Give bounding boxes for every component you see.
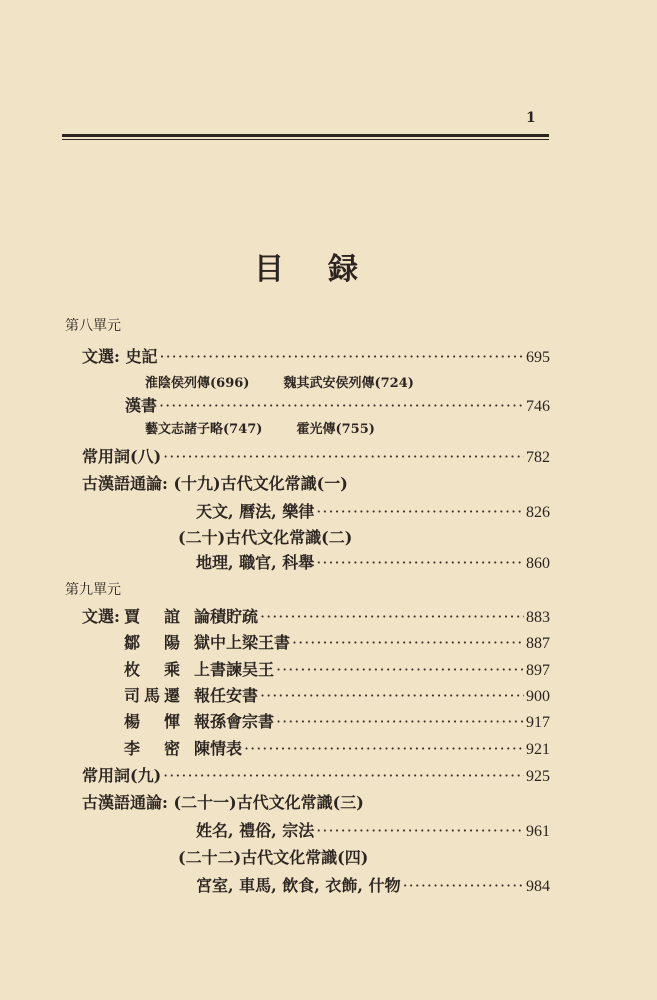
entry-title: 獄中上梁王書 xyxy=(194,633,291,652)
entry-page-number: 921 xyxy=(526,741,550,758)
entry-title: 漢書 xyxy=(125,396,158,415)
page-number: 1 xyxy=(526,110,536,126)
entry-author: 賈誼 xyxy=(124,607,180,626)
toc-entry[interactable] xyxy=(124,736,550,759)
toc-entry[interactable] xyxy=(82,763,550,786)
toc-title: 目録 xyxy=(254,252,402,287)
entry-author: 李密 xyxy=(124,739,180,758)
toc-entry[interactable] xyxy=(196,873,550,896)
entry-title: 古漢語通論: (二十一)古代文化常識(三) xyxy=(82,793,364,812)
sub-entry[interactable]: 魏其武安侯列傳(724) xyxy=(283,376,414,391)
toc-entry[interactable] xyxy=(82,344,550,367)
entry-page-number: 860 xyxy=(526,555,550,572)
dot-leader xyxy=(403,876,524,895)
dot-leader xyxy=(316,553,524,572)
entry-page-number: 984 xyxy=(526,878,550,895)
entry-title: 文選: 史記 xyxy=(82,347,158,366)
sub-entry[interactable]: 藝文志諸子略(747) xyxy=(145,422,263,437)
entry-title: 報孫會宗書 xyxy=(194,712,275,731)
toc-entry[interactable] xyxy=(124,657,550,680)
dot-leader xyxy=(292,633,524,652)
toc-entry[interactable] xyxy=(124,683,550,706)
header-rule-thick xyxy=(62,134,549,137)
sub-entry[interactable]: 霍光傳(755) xyxy=(296,422,375,437)
toc-entry xyxy=(82,471,348,494)
toc-entry[interactable] xyxy=(125,393,550,416)
toc-entry[interactable] xyxy=(196,550,550,573)
entry-title: 天文, 曆法, 樂律 xyxy=(196,502,315,521)
entry-title: 陳情表 xyxy=(194,739,243,758)
entry-title: 地理, 職官, 科舉 xyxy=(196,553,315,572)
entry-prefix: 文選: xyxy=(82,607,120,626)
toc-entry[interactable] xyxy=(82,444,550,467)
unit-heading: 第九單元 xyxy=(65,582,121,598)
dot-leader xyxy=(159,347,524,366)
entry-title: 宮室, 車馬, 飲食, 衣飾, 什物 xyxy=(196,876,401,895)
entry-title: 上書諫吴王 xyxy=(194,660,275,679)
toc-entry[interactable] xyxy=(124,709,550,732)
dot-leader xyxy=(260,607,524,626)
entry-page-number: 782 xyxy=(526,449,550,466)
toc-entry[interactable] xyxy=(82,604,550,627)
entry-page-number: 917 xyxy=(526,714,550,731)
sub-entry-row xyxy=(145,372,414,391)
dot-leader xyxy=(276,712,524,731)
entry-page-number: 925 xyxy=(526,768,550,785)
entry-page-number: 961 xyxy=(526,823,550,840)
entry-author: 枚乘 xyxy=(124,660,180,679)
toc-entry[interactable] xyxy=(124,630,550,653)
entry-title: 古漢語通論: (十九)古代文化常識(一) xyxy=(82,474,348,493)
entry-page-number: 826 xyxy=(526,504,550,521)
toc-entry[interactable] xyxy=(196,818,550,841)
dot-leader xyxy=(276,660,524,679)
entry-page-number: 746 xyxy=(526,398,550,415)
dot-leader xyxy=(316,821,524,840)
dot-leader xyxy=(244,739,524,758)
entry-title: 報任安書 xyxy=(194,686,259,705)
dot-leader xyxy=(163,766,524,785)
entry-title: (二十二)古代文化常識(四) xyxy=(178,848,369,867)
entry-title: 常用詞(九) xyxy=(82,766,162,785)
sub-entry[interactable]: 淮陰侯列傳(696) xyxy=(145,376,250,391)
entry-page-number: 897 xyxy=(526,662,550,679)
dot-leader xyxy=(163,447,524,466)
header-rule-thin xyxy=(62,139,549,140)
entry-page-number: 883 xyxy=(526,609,550,626)
entry-title: 論積貯疏 xyxy=(194,607,259,626)
entry-page-number: 695 xyxy=(526,349,550,366)
unit-heading: 第八單元 xyxy=(65,318,121,334)
entry-author: 楊惲 xyxy=(124,712,180,731)
toc-entry xyxy=(178,845,368,868)
toc-entry xyxy=(82,790,364,813)
entry-page-number: 900 xyxy=(526,688,550,705)
entry-author: 鄒陽 xyxy=(124,633,180,652)
entry-title: 姓名, 禮俗, 宗法 xyxy=(196,821,315,840)
dot-leader xyxy=(316,502,524,521)
entry-title: 常用詞(八) xyxy=(82,447,162,466)
toc-entry xyxy=(178,525,352,548)
entry-author: 司馬遷 xyxy=(124,686,180,705)
sub-entry-row xyxy=(145,418,375,437)
dot-leader xyxy=(260,686,524,705)
toc-entry[interactable] xyxy=(196,499,550,522)
entry-page-number: 887 xyxy=(526,635,550,652)
dot-leader xyxy=(159,396,524,415)
entry-title: (二十)古代文化常識(二) xyxy=(178,528,353,547)
